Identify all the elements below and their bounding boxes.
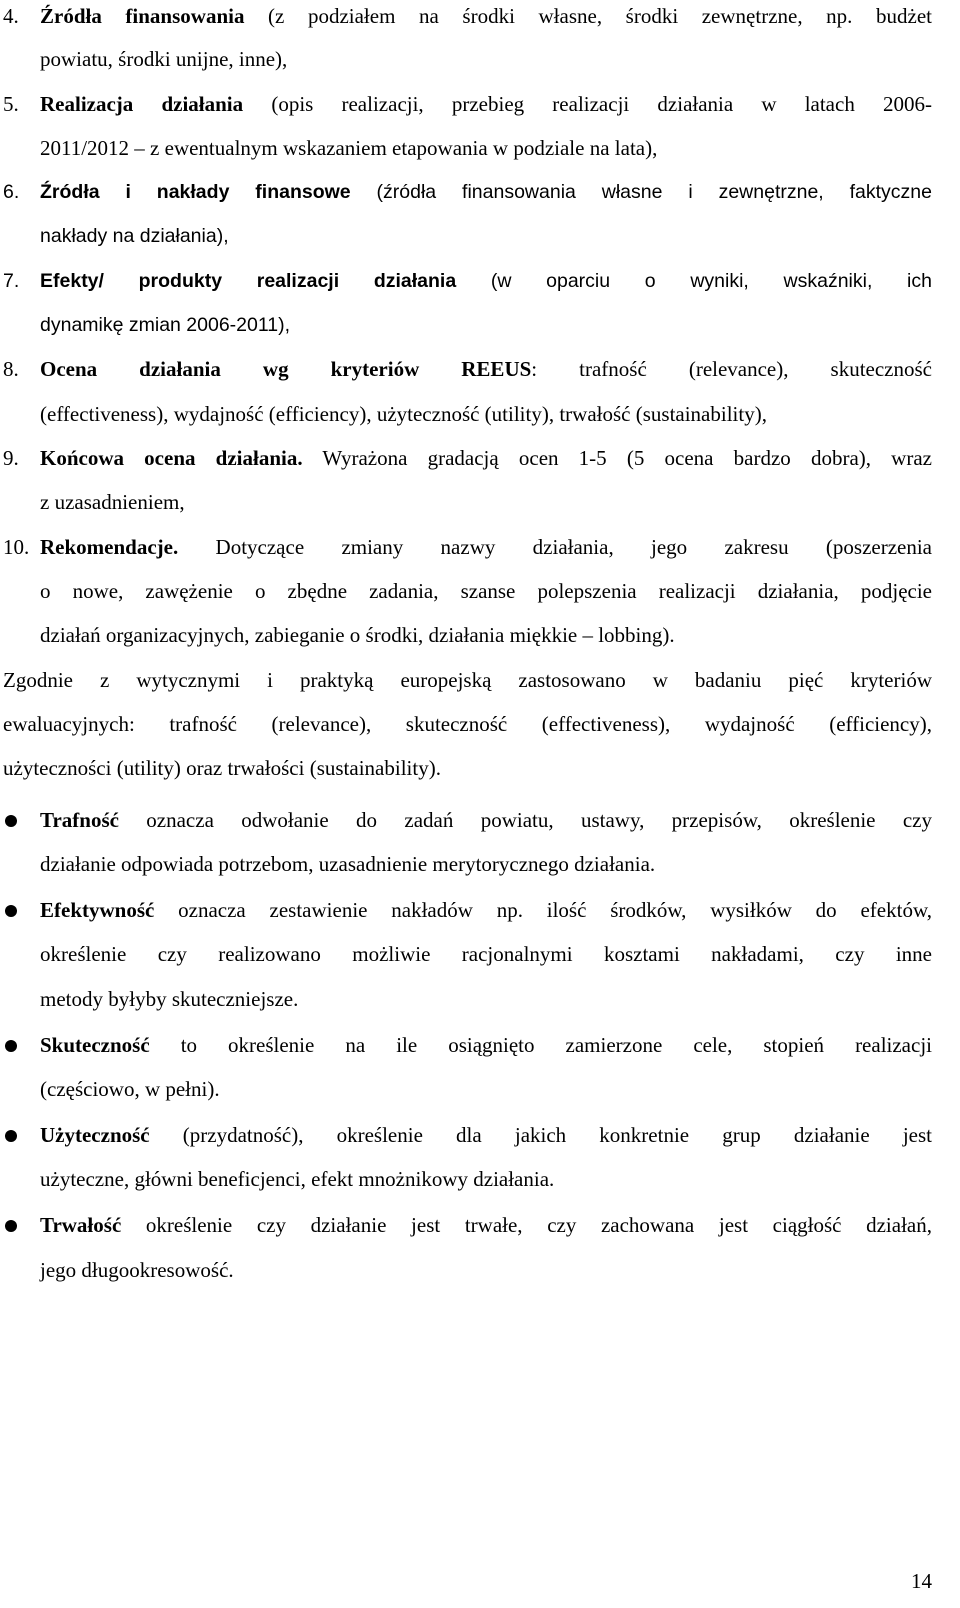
item-text-cont: z uzasadnieniem, — [40, 490, 185, 514]
item-text-cont: działań organizacyjnych, zabieganie o środki, działania miękkie – lobbing). — [40, 623, 675, 647]
list-number: 7. — [3, 270, 20, 292]
bullet-item-uzytecznosc — [0, 1121, 960, 1149]
list-number: 5. — [3, 92, 19, 116]
paragraph-line: ewaluacyjnych: trafność (relevance), skuteczność (effectiveness), wydajność (efficiency), — [3, 712, 932, 736]
bullet-text-cont: metody byłyby skuteczniejsze. — [40, 987, 299, 1011]
list-item-8 — [0, 355, 960, 383]
item-heading: Ocena działania wg kryteriów REEUS — [40, 357, 532, 381]
list-number: 9. — [3, 446, 19, 470]
item-text: (z podziałem na środki własne, środki zewnętrzne, np. budżet — [244, 4, 932, 28]
list-item-6 — [0, 178, 960, 206]
list-item-5 — [0, 90, 960, 118]
item-heading: Źródła i nakłady finansowe — [40, 181, 351, 203]
item-text-cont: dynamikę zmian 2006-2011), — [40, 314, 291, 336]
bullet-text-cont: użyteczne, główni beneficjenci, efekt mnożnikowy działania. — [40, 1167, 555, 1191]
bullet-term: Skuteczność — [40, 1033, 150, 1057]
bullet-text: (przydatność), określenie dla jakich konkretnie grup działanie jest — [149, 1123, 932, 1147]
item-text: Wyrażona gradacją ocen 1-5 (5 ocena bardzo dobra), wraz — [302, 446, 932, 470]
list-item-9 — [0, 444, 960, 472]
list-item-7 — [0, 267, 960, 295]
bullet-term: Użyteczność — [40, 1123, 150, 1147]
item-heading: Końcowa ocena działania. — [40, 446, 303, 470]
bullet-text-cont: jego długookresowość. — [40, 1258, 234, 1282]
item-text: (źródła finansowania własne i zewnętrzne, faktyczne — [350, 181, 932, 203]
item-text: Dotyczące zmiany nazwy działania, jego zakresu (poszerzenia — [178, 535, 932, 559]
item-text: (opis realizacji, przebieg realizacji działania w latach 2006- — [243, 92, 932, 116]
item-heading: Realizacja działania — [40, 92, 244, 116]
item-text: (w oparciu o wyniki, wskaźniki, ich — [456, 270, 932, 292]
bullet-text-cont: (częściowo, w pełni). — [40, 1077, 220, 1101]
list-number: 6. — [3, 181, 20, 203]
item-text-cont: o nowe, zawężenie o zbędne zadania, szanse polepszenia realizacji działania, podjęcie — [40, 579, 932, 603]
list-item-4 — [0, 2, 960, 30]
item-text-cont: 2011/2012 – z ewentualnym wskazaniem etapowania w podziale na lata), — [40, 136, 658, 160]
bullet-dot-icon — [5, 1040, 17, 1052]
list-number: 10. — [3, 535, 30, 559]
bullet-term: Trafność — [40, 808, 119, 832]
list-number: 8. — [3, 357, 19, 381]
bullet-text-cont: działanie odpowiada potrzebom, uzasadnienie merytorycznego działania. — [40, 852, 656, 876]
bullet-item-efektywnosc — [0, 896, 960, 924]
paragraph-line: użyteczności (utility) oraz trwałości (sustainability). — [3, 756, 441, 780]
bullet-text: to określenie na ile osiągnięto zamierzone cele, stopień realizacji — [149, 1033, 932, 1057]
page-number: 14 — [911, 1569, 932, 1593]
list-number: 4. — [3, 4, 19, 28]
bullet-dot-icon — [5, 1130, 17, 1142]
bullet-text: oznacza zestawienie nakładów np. ilość środków, wysiłków do efektów, — [154, 898, 932, 922]
list-item-10 — [0, 533, 960, 561]
item-text-cont: (effectiveness), wydajność (efficiency), użyteczność (utility), trwałość (sustainability), — [40, 402, 767, 426]
item-text: : trafność (relevance), skuteczność — [531, 357, 932, 381]
item-text-cont: powiatu, środki unijne, inne), — [40, 47, 288, 71]
bullet-item-trwalosc — [0, 1211, 960, 1239]
item-text-cont: nakłady na działania), — [40, 225, 229, 247]
bullet-dot-icon — [5, 815, 17, 827]
bullet-item-skutecznosc — [0, 1031, 960, 1059]
paragraph-line: Zgodnie z wytycznymi i praktyką europejską zastosowano w badaniu pięć kryteriów — [3, 668, 932, 692]
bullet-text: określenie czy działanie jest trwałe, czy zachowana jest ciągłość działań, — [121, 1213, 932, 1237]
item-heading: Źródła finansowania — [40, 4, 245, 28]
bullet-text-cont: określenie czy realizowano możliwie racjonalnymi kosztami nakładami, czy inne — [40, 942, 932, 966]
item-heading: Efekty/ produkty realizacji działania — [40, 270, 457, 292]
bullet-term: Trwałość — [40, 1213, 122, 1237]
item-heading: Rekomendacje. — [40, 535, 179, 559]
bullet-dot-icon — [5, 905, 17, 917]
bullet-text: oznacza odwołanie do zadań powiatu, ustawy, przepisów, określenie czy — [118, 808, 932, 832]
bullet-term: Efektywność — [40, 898, 155, 922]
bullet-dot-icon — [5, 1220, 17, 1232]
bullet-item-trafnosc — [0, 806, 960, 834]
